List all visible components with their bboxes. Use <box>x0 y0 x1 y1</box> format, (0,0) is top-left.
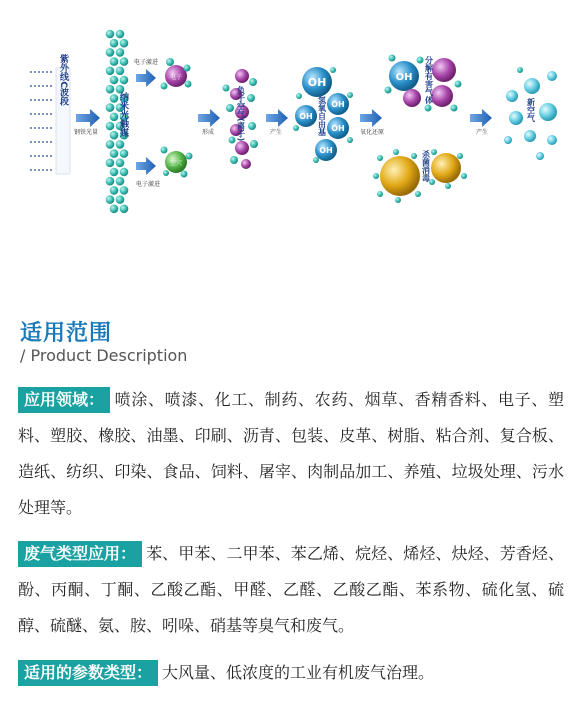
uv-arrows <box>30 72 54 170</box>
label-oxidize: 氧化还原 <box>359 129 385 136</box>
titanium-ball <box>110 94 119 103</box>
titanium-ball <box>110 76 119 85</box>
arrow-oxidize <box>360 109 382 127</box>
exhaust-types-label: 废气类型应用： <box>18 541 142 567</box>
titanium-ball <box>106 159 115 168</box>
titanium-ball <box>120 168 129 177</box>
label-produce-1: 产生 <box>269 129 283 136</box>
titanium-ball <box>110 131 119 140</box>
titanium-ball <box>106 140 115 149</box>
titanium-ball <box>116 67 125 76</box>
titanium-ball <box>106 67 115 76</box>
titanium-ball <box>110 168 119 177</box>
oh-text-1: OH <box>307 76 327 89</box>
titanium-ball <box>116 140 125 149</box>
application-fields-label: 应用领域： <box>18 387 110 413</box>
oh-text-4: OH <box>331 124 345 133</box>
arrow-1 <box>76 109 100 127</box>
radical-label: 氢氧自由基 <box>317 96 327 136</box>
hole-label: 空穴 <box>169 160 183 167</box>
titanium-ball <box>120 205 129 214</box>
kill-label: 杀菌消毒 <box>421 150 431 182</box>
application-fields-text: 喷涂、喷漆、化工、制药、农药、烟草、香精香料、电子、塑料、塑胶、橡胶、油墨、印刷、沥青、包装、皮革、树脂、粘合剂、复合板、造纸、纺织、印染、食品、饲料、屠宰、肉制品加工、养殖、垃圾处理、污水处理等。 <box>18 390 564 517</box>
label-electron-top: 电子激进 <box>133 59 159 66</box>
oh-text-3: OH <box>299 112 313 121</box>
ion-label: 负子空气(离子) <box>236 86 246 142</box>
electron-molecule <box>161 58 192 90</box>
titanium-ball <box>116 159 125 168</box>
label-produce-2: 产生 <box>475 129 489 136</box>
label-arrow1: 钢铁光量 <box>73 129 99 136</box>
electron-label: 电子 <box>169 74 183 81</box>
exhaust-types-text: 苯、甲苯、二甲苯、苯乙烯、烷烃、烯烃、炔烃、芳香烃、酚、丙酮、丁酮、乙酸乙酯、甲醛、乙醛、乙酸乙酯、苯系物、硫化氢、硫醇、硫醚、氨、胺、吲哚、硝基等臭气和废气。 <box>18 544 564 635</box>
arrow-produce-2 <box>470 109 492 127</box>
titanium-ball <box>120 149 129 158</box>
oh-text-2: OH <box>331 100 345 109</box>
titanium-label: 纳米光触媒 <box>118 92 128 137</box>
process-diagram <box>0 0 579 290</box>
decompose-cluster <box>385 55 462 112</box>
label-form: 形成 <box>201 129 215 136</box>
titanium-ball <box>120 57 129 66</box>
arrow-produce-1 <box>266 109 288 127</box>
titanium-ball <box>110 186 119 195</box>
titanium-ball <box>106 195 115 204</box>
titanium-ball <box>106 122 115 131</box>
label-electron-bottom: 电子激进 <box>135 181 161 188</box>
hole-molecule <box>161 147 193 178</box>
titanium-ball <box>106 30 115 39</box>
titanium-ball <box>110 113 119 122</box>
titanium-ball <box>110 205 119 214</box>
titanium-ball <box>110 39 119 48</box>
titanium-ball <box>116 48 125 57</box>
section-title: 适用范围 <box>20 321 113 346</box>
titanium-ball <box>106 177 115 186</box>
arrow-form <box>198 109 220 127</box>
uv-label: 紫外线C波段 <box>58 54 68 106</box>
decompose-label: 分解有害气体 <box>424 56 434 104</box>
oh-text-5: OH <box>319 146 333 155</box>
oh-text-6: OH <box>395 72 413 83</box>
titanium-ball <box>120 76 129 85</box>
titanium-ball <box>110 149 119 158</box>
arrow-electron <box>136 69 156 87</box>
titanium-ball <box>120 39 129 48</box>
titanium-ball <box>106 103 115 112</box>
titanium-ball <box>106 85 115 94</box>
fresh-label: 新空气 <box>526 98 536 122</box>
arrow-hole <box>136 157 156 175</box>
application-fields <box>18 382 564 526</box>
parameter-types-label: 适用的参数类型： <box>18 660 158 686</box>
kill-cluster <box>373 149 467 203</box>
titanium-ball <box>116 195 125 204</box>
parameter-types <box>18 655 564 691</box>
parameter-types-text: 大风量、低浓度的工业有机废气治理。 <box>162 663 435 682</box>
titanium-ball <box>116 177 125 186</box>
titanium-ball <box>106 48 115 57</box>
exhaust-types <box>18 536 564 644</box>
titanium-ball <box>116 30 125 39</box>
titanium-ball <box>110 57 119 66</box>
section-subtitle: / Product Description <box>20 346 188 365</box>
titanium-ball <box>120 186 129 195</box>
